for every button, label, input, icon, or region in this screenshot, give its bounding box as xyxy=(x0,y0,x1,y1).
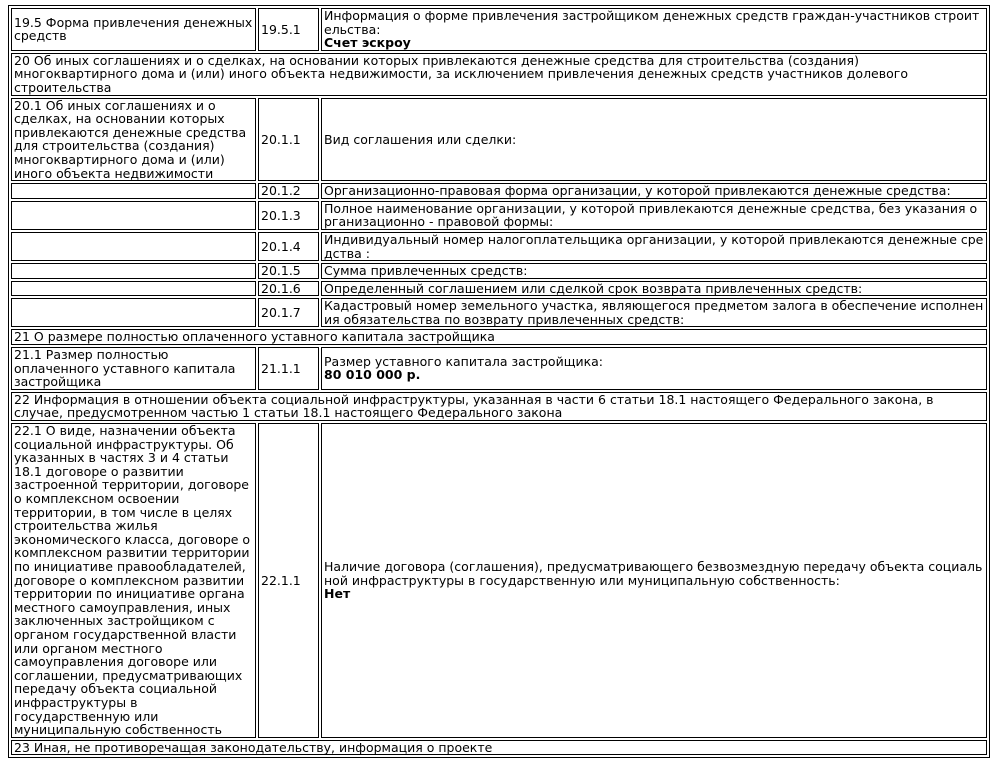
row-number-cell: 21.1.1 xyxy=(258,347,319,390)
row-number-cell: 22.1.1 xyxy=(258,423,319,738)
row-label-cell xyxy=(11,298,256,327)
section-title: 20 Об иных соглашениях и о сделках, на основании которых привлекаются денежные средства для строительства (создания) многоквартирного дома и (или) иного объекта недвижимости, за исключением привлечения денежных средств участников долевого строительства xyxy=(11,53,987,96)
row-number-cell: 20.1.7 xyxy=(258,298,319,327)
row-label-cell: 19.5 Форма привлечения денежных средств xyxy=(11,8,256,51)
row-info-cell xyxy=(321,298,987,327)
table-row xyxy=(11,183,987,199)
field-question: Полное наименование организации, у которой привлекаются денежные средства, без указания организационно - правовой формы: xyxy=(324,200,978,230)
row-label-cell: 21.1 Размер полностью оплаченного уставного капитала застройщика xyxy=(11,347,256,390)
section-row xyxy=(11,740,987,756)
field-value: Нет xyxy=(324,586,351,602)
field-question: Размер уставного капитала застройщика: xyxy=(324,353,604,369)
row-label-cell xyxy=(11,232,256,261)
field-question: Вид соглашения или сделки: xyxy=(324,131,517,147)
row-number-cell: 20.1.3 xyxy=(258,201,319,230)
table-row xyxy=(11,347,987,390)
row-label-cell xyxy=(11,201,256,230)
row-number-cell: 20.1.6 xyxy=(258,281,319,297)
row-info-cell xyxy=(321,98,987,182)
field-question: Определенный соглашением или сделкой срок возврата привлеченных средств: xyxy=(324,280,863,296)
table-row xyxy=(11,423,987,738)
table-row xyxy=(11,98,987,182)
section-row xyxy=(11,53,987,96)
project-declaration-table xyxy=(8,5,990,758)
row-info-cell xyxy=(321,263,987,279)
section-row xyxy=(11,329,987,345)
row-info-cell xyxy=(321,423,987,738)
field-question: Кадастровый номер земельного участка, являющегося предметом залога в обеспечение исполнения обязательства по возврату привлеченных средств: xyxy=(324,298,984,327)
section-title: 21 О размере полностью оплаченного уставного капитала застройщика xyxy=(11,329,987,345)
row-number-cell: 20.1.4 xyxy=(258,232,319,261)
section-title: 22 Информация в отношении объекта социальной инфраструктуры, указанная в части 6 статьи 18.1 настоящего Федерального закона, в случае, предусмотренном частью 1 статьи 18.1 настоящего Федерального закона xyxy=(11,392,987,421)
table-row xyxy=(11,263,987,279)
table-row xyxy=(11,281,987,297)
row-label-cell: 20.1 Об иных соглашениях и о сделках, на основании которых привлекаются денежные средства для строительства (создания) многоквартирного дома и (или) иного объекта недвижимости xyxy=(11,98,256,182)
row-label-cell xyxy=(11,281,256,297)
field-question: Наличие договора (соглашения), предусматривающего безвозмездную передачу объекта социальной инфраструктуры в государственную или муниципальную собственность: xyxy=(324,558,983,588)
field-question: Организационно-правовая форма организации, у которой привлекаются денежные средства: xyxy=(324,183,951,199)
row-label-cell xyxy=(11,263,256,279)
field-question: Информация о форме привлечения застройщиком денежных средств граждан-участников строительства: xyxy=(324,8,980,37)
table-row xyxy=(11,298,987,327)
row-info-cell xyxy=(321,201,987,230)
row-number-cell: 20.1.1 xyxy=(258,98,319,182)
table-row xyxy=(11,8,987,51)
row-number-cell: 20.1.5 xyxy=(258,263,319,279)
row-info-cell xyxy=(321,281,987,297)
table-row xyxy=(11,201,987,230)
row-number-cell: 19.5.1 xyxy=(258,8,319,51)
row-number-cell: 20.1.2 xyxy=(258,183,319,199)
row-info-cell xyxy=(321,232,987,261)
field-question: Сумма привлеченных средств: xyxy=(324,263,528,279)
row-info-cell xyxy=(321,8,987,51)
section-row xyxy=(11,392,987,421)
section-title: 23 Иная, не противоречащая законодательству, информация о проекте xyxy=(11,740,987,756)
field-question: Индивидуальный номер налогоплательщика организации, у которой привлекаются денежные средства : xyxy=(324,231,984,261)
table-row xyxy=(11,232,987,261)
row-label-cell: 22.1 О виде, назначении объекта социальной инфраструктуры. Об указанных в частях 3 и 4 статьи 18.1 договоре о развитии застроенной территории, договоре о комплексном освоении территории, в том числе в целях строительства жилья экономического класса, договоре о комплексном развитии территории по инициативе правообладателей, договоре о комплексном развитии территории по инициативе органа местного самоуправления, иных заключенных застройщиком с органом государственной власти или органом местного самоуправления договоре или соглашении, предусматривающих передачу объекта социальной инфраструктуры в государственную или муниципальную собственность xyxy=(11,423,256,738)
row-info-cell xyxy=(321,347,987,390)
row-info-cell xyxy=(321,183,987,199)
row-label-cell xyxy=(11,183,256,199)
field-value: 80 010 000 р. xyxy=(324,367,421,383)
field-value: Счет эскроу xyxy=(324,35,411,51)
